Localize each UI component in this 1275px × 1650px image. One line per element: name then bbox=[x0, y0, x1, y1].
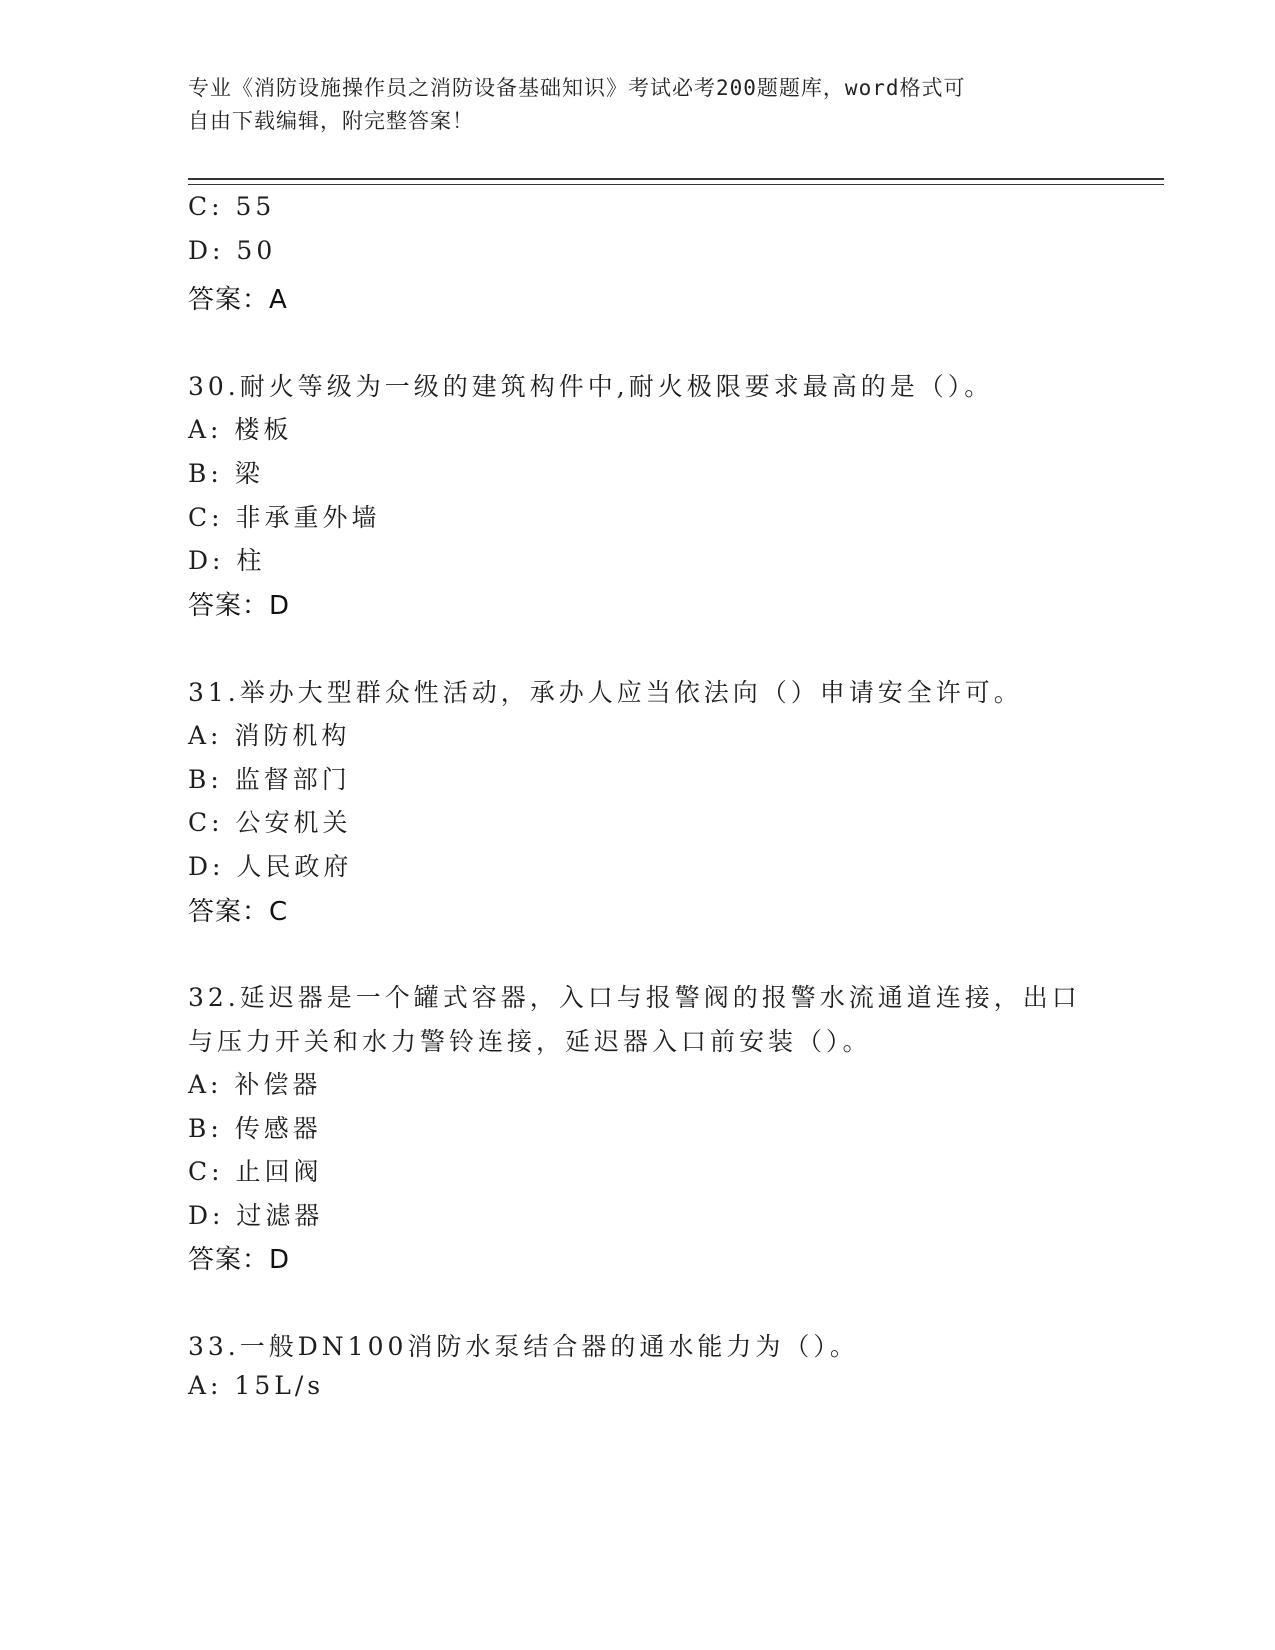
header-divider-thick bbox=[188, 178, 1164, 180]
prev-answer: 答案：A bbox=[188, 285, 288, 315]
q30-option-b: B: 梁 bbox=[188, 459, 264, 488]
q30-option-d: D: 柱 bbox=[188, 546, 266, 575]
q31-answer: 答案：C bbox=[188, 897, 289, 927]
header-title-line2: 自由下载编辑，附完整答案！ bbox=[188, 109, 474, 133]
q31-option-a: A: 消防机构 bbox=[188, 721, 351, 750]
header-title-line1: 专业《消防设施操作员之消防设备基础知识》考试必考200题题库，word格式可 bbox=[188, 76, 966, 100]
q30-option-c: C: 非承重外墙 bbox=[188, 503, 381, 532]
q32-option-a: A: 补偿器 bbox=[188, 1070, 322, 1099]
prev-option-c: C: 55 bbox=[188, 192, 276, 221]
q30-option-a: A: 楼板 bbox=[188, 415, 293, 444]
q33-option-a: A: 15L/s bbox=[188, 1371, 325, 1400]
q32-question-line2: 与压力开关和水力警铃连接，延迟器入口前安装（）。 bbox=[188, 1027, 872, 1056]
q32-option-c: C: 止回阀 bbox=[188, 1157, 323, 1186]
q31-option-c: C: 公安机关 bbox=[188, 808, 352, 837]
q30-answer: 答案：D bbox=[188, 591, 291, 621]
document-header bbox=[188, 72, 1088, 138]
q31-question: 31.举办大型群众性活动，承办人应当依法向（）申请安全许可。 bbox=[188, 678, 1023, 707]
header-divider-thin bbox=[188, 184, 1164, 185]
q32-option-d: D: 过滤器 bbox=[188, 1201, 324, 1230]
q31-option-b: B: 监督部门 bbox=[188, 765, 351, 794]
q32-option-b: B: 传感器 bbox=[188, 1114, 322, 1143]
prev-option-d: D: 50 bbox=[188, 236, 277, 265]
q32-question-line1: 32.延迟器是一个罐式容器，入口与报警阀的报警水流通道连接，出口 bbox=[188, 983, 1081, 1012]
q31-option-d: D: 人民政府 bbox=[188, 852, 353, 881]
q32-answer: 答案：D bbox=[188, 1245, 291, 1275]
q33-question: 33.一般DN100消防水泵结合器的通水能力为（）。 bbox=[188, 1332, 859, 1361]
q30-question: 30.耐火等级为一级的建筑构件中,耐火极限要求最高的是（）。 bbox=[188, 372, 994, 401]
